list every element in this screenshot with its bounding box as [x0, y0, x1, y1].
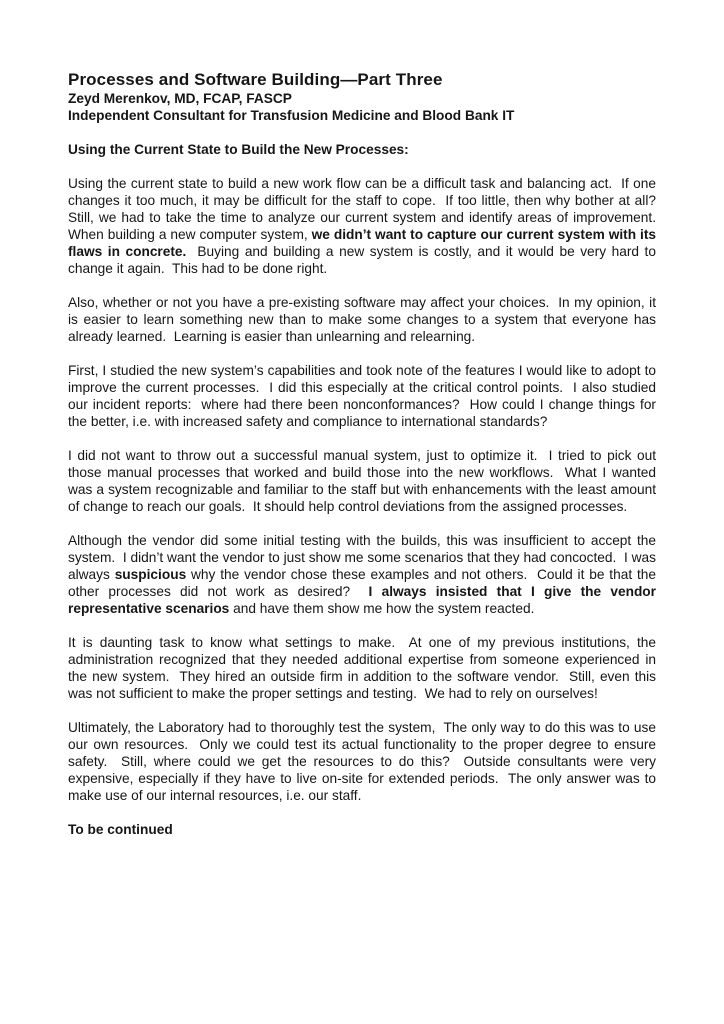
paragraph-bold-run: suspicious — [114, 567, 187, 582]
author-affiliation: Independent Consultant for Transfusion Medicine and Blood Bank IT — [68, 108, 515, 123]
author-byline: Zeyd Merenkov, MD, FCAP, FASCP — [68, 91, 292, 106]
paragraph-run: Also, whether or not you have a pre-existing software may affect your choices. In my opinion, it is easier to learn something new than to make some changes to a system that everyone has already learned. Learning is easier than unlearning and relearning. — [68, 295, 660, 344]
paragraph — [68, 719, 660, 804]
paragraph-bold-run: I always insisted that I give the vendor representative scenarios — [68, 584, 660, 616]
paragraph — [68, 532, 660, 617]
paragraph-run: Using the current state to build a new work flow can be a difficult task and balancing act. If one changes it too much, it may be difficult for the staff to cope. If too little, then why bother at all? Still, we had to take the time to analyze our current system and identify areas of improvement. When building a new computer system, — [68, 176, 664, 242]
paragraph-run: I did not want to throw out a successful manual system, just to optimize it. I tried to pick out those manual processes that worked and build those into the new workflows. What I wanted was a system recognizable and familiar to the staff but with enhancements with the least amount of change to reach our goals. It should help control deviations from the assigned processes. — [68, 448, 660, 514]
document-title: Processes and Software Building—Part Three — [68, 70, 443, 89]
paragraph — [68, 175, 664, 277]
paragraph — [68, 447, 660, 515]
paragraph — [68, 634, 660, 702]
closing-note: To be continued — [68, 822, 173, 837]
section-heading: Using the Current State to Build the New Processes: — [68, 142, 409, 157]
paragraph-run: It is daunting task to know what settings to make. At one of my previous institutions, the administration recognized that they needed additional expertise from someone experienced in the new system. They hired an outside firm in addition to the software vendor. Still, even this was not sufficient to make the proper settings and testing. We had to rely on ourselves! — [68, 635, 660, 701]
paragraph — [68, 294, 660, 345]
paragraph-run: and have them show me how the system reacted. — [229, 601, 535, 616]
paragraph-run: First, I studied the new system’s capabilities and took note of the features I would like to adopt to improve the current processes. I did this especially at the critical control points. I also studied our incident reports: where had there been nonconformances? How could I change things for the better, i.e. with increased safety and compliance to international standards? — [68, 363, 660, 429]
paragraph-run: Although the vendor did some initial testing with the builds, this was insufficient to accept the system. I didn’t want the vendor to just show me some scenarios that they had concocted. I was always — [68, 533, 660, 582]
paragraph-run: Buying and building a new system is costly, and it would be very hard to change it again. This had to be done right. — [68, 244, 660, 276]
paragraph-run: Ultimately, the Laboratory had to thoroughly test the system, The only way to do this was to use our own resources. Only we could test its actual functionality to the proper degree to ensure safety. Still, where could we get the resources to do this? Outside consultants were very expensive, especially if they have to live on-site for extended periods. The only answer was to make use of our internal resources, i.e. our staff. — [68, 720, 660, 803]
paragraph-run: why the vendor chose these examples and not others. Could it be that the other processes did not work as desired? — [68, 567, 660, 599]
paragraph-bold-run: we didn’t want to capture our current system with its flaws in concrete. — [68, 227, 660, 259]
body-paragraphs — [68, 175, 664, 804]
paragraph — [68, 362, 660, 430]
